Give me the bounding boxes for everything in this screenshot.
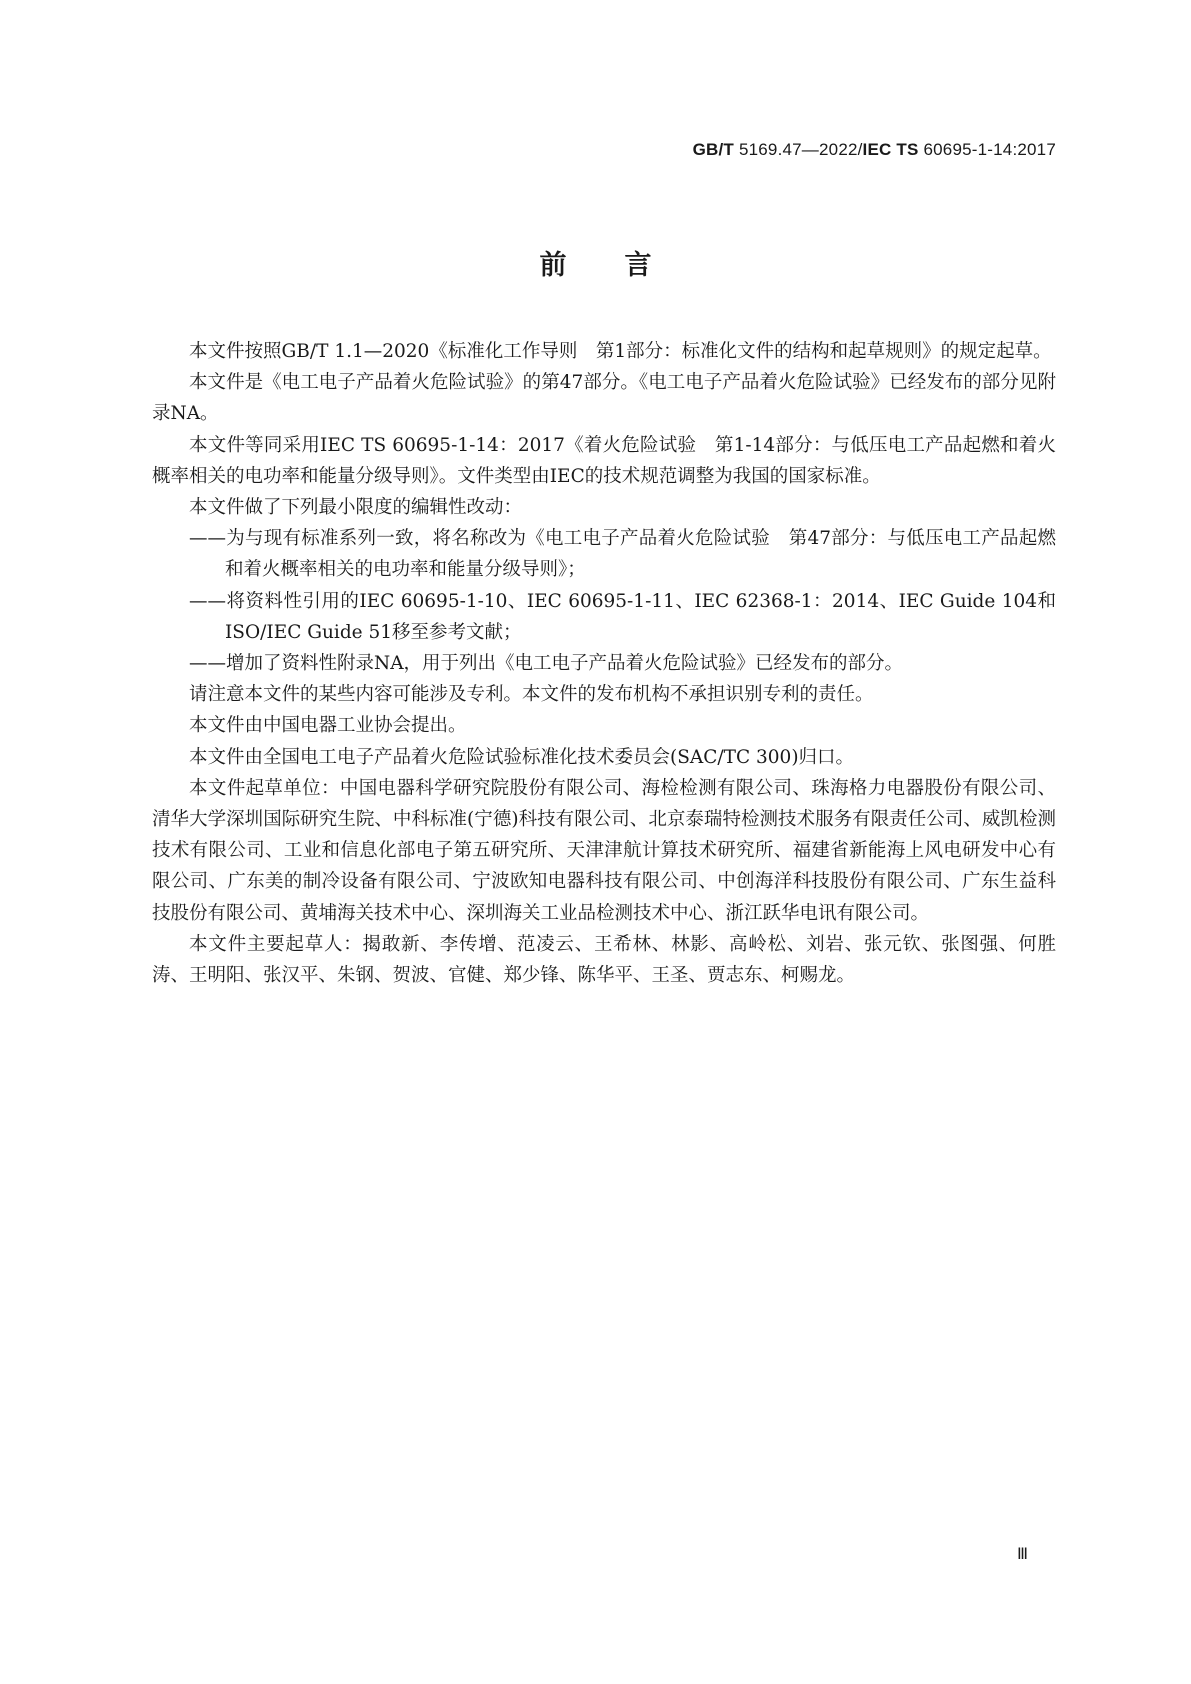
std-iec-number: 60695-1-14:2017	[923, 140, 1056, 159]
page-title: 前言	[539, 250, 710, 281]
paragraph-series-part: 本文件是《电工电子产品着火危险试验》的第47部分。《电工电子产品着火危险试验》已经发布的部分见附录NA。	[152, 372, 1056, 425]
paragraph-drafting-units: 本文件起草单位：中国电器科学研究院股份有限公司、海检检测有限公司、珠海格力电器股份有限公司、清华大学深圳国际研究生院、中科标准(宁德)科技有限公司、北京泰瑞特检测技术服务有限责任公司、威凯检测技术有限公司、工业和信息化部电子第五研究所、天津津航计算技术研究所、福建省新能海上风电研发中心有限公司、广东美的制冷设备有限公司、宁波欧知电器科技有限公司、中创海洋科技股份有限公司、广东生益科技股份有限公司、黄埔海关技术中心、深圳海关工业品检测技术中心、浙江跃华电讯有限公司。	[152, 777, 1056, 924]
paragraph-committee: 本文件由全国电工电子产品着火危险试验标准化技术委员会(SAC/TC 300)归口。	[189, 746, 855, 768]
paragraph-drafting-rules: 本文件按照GB/T 1.1—2020《标准化工作导则 第1部分：标准化文件的结构和起草规则》的规定起草。	[189, 341, 1052, 362]
standard-code-header	[693, 140, 1056, 160]
change-item: ——增加了资料性附录NA，用于列出《电工电子产品着火危险试验》已经发布的部分。	[189, 653, 904, 675]
paragraph-drafters: 本文件主要起草人：揭敢新、李传增、范凌云、王希林、林影、高岭松、刘岩、张元钦、张图强、何胜涛、王明阳、张汉平、朱钢、贺波、官健、郑少锋、陈华平、王圣、贾志东、柯赐龙。	[152, 933, 1056, 987]
change-item: ——为与现有标准系列一致，将名称改为《电工电子产品着火危险试验 第47部分：与低压电工产品起燃和着火概率相关的电功率和能量分级导则》；	[189, 528, 1056, 581]
paragraph-changes-intro: 本文件做了下列最小限度的编辑性改动：	[189, 497, 523, 519]
std-number: 5169.47—2022/	[738, 140, 863, 159]
paragraph-adoption: 本文件等同采用IEC TS 60695-1-14：2017《着火危险试验 第1-14部分：与低压电工产品起燃和着火概率相关的电功率和能量分级导则》。文件类型由IEC的技术规范调整为我国的国家标准。	[152, 434, 1056, 487]
foreword-body	[152, 336, 1056, 991]
paragraph-proposer: 本文件由中国电器工业协会提出。	[189, 715, 467, 737]
std-iec-prefix: IEC TS	[862, 140, 919, 159]
page-number: Ⅲ	[1016, 1546, 1028, 1563]
paragraph-patent-notice: 请注意本文件的某些内容可能涉及专利。本文件的发布机构不承担识别专利的责任。	[189, 684, 874, 706]
changes-list	[152, 523, 1056, 679]
std-prefix: GB/T	[692, 140, 735, 159]
change-item: ——将资料性引用的IEC 60695-1-10、IEC 60695-1-11、IEC 62368-1：2014、IEC Guide 104和ISO/IEC Guide 51移至参考文献；	[189, 590, 1056, 643]
